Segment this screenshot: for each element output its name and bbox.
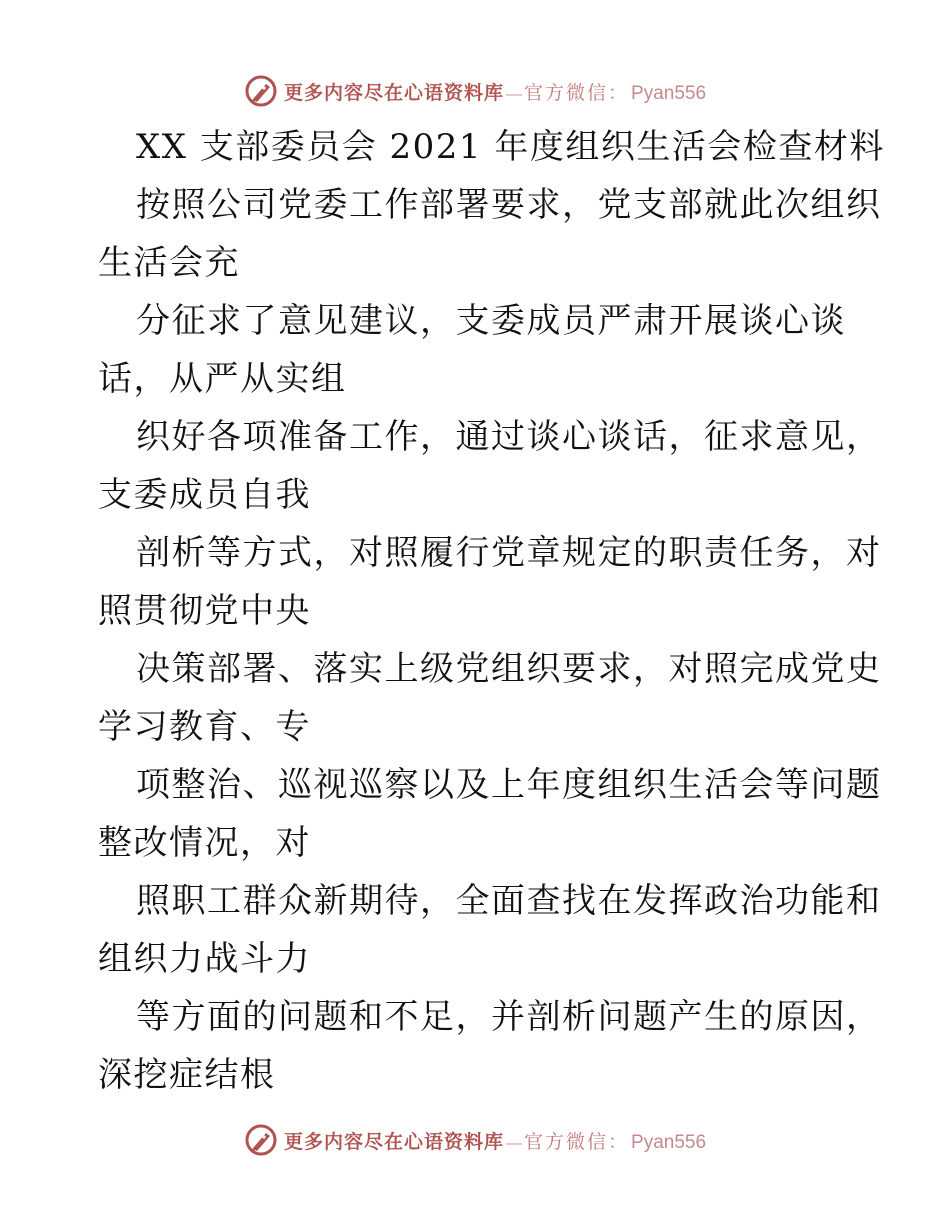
line-indented: 剖析等方式，对照履行党章规定的职责任务，对 xyxy=(136,533,882,573)
line-continuation: 支委成员自我 xyxy=(98,475,311,515)
line-continuation: 整改情况，对 xyxy=(98,823,311,863)
line-continuation: 照贯彻党中央 xyxy=(98,591,311,631)
line-continuation: 话，从严从实组 xyxy=(98,359,347,399)
watermark-colon: ： xyxy=(608,1130,628,1153)
watermark-wechat-id: Pyan556 xyxy=(631,82,707,104)
line-continuation: 学习教育、专 xyxy=(98,707,311,747)
watermark-text xyxy=(284,1127,706,1154)
watermark-dash: — xyxy=(505,1134,522,1152)
watermark-wechat-id: Pyan556 xyxy=(631,1131,707,1153)
line-indented: 织好各项准备工作，通过谈心谈话，征求意见， xyxy=(136,417,882,457)
paragraph-line xyxy=(98,408,882,524)
paragraph-line xyxy=(98,988,882,1104)
paragraph-line xyxy=(98,524,882,640)
pen-nib-logo-icon xyxy=(244,74,278,108)
line-indented: 按照公司党委工作部署要求，党支部就此次组织 xyxy=(136,185,882,225)
watermark-banner-top xyxy=(0,71,950,111)
watermark-main-text: 更多内容尽在心语资料库 xyxy=(283,1130,504,1153)
line-indented: 决策部署、落实上级党组织要求，对照完成党史 xyxy=(136,649,882,689)
paragraph-line xyxy=(98,872,882,988)
document-body xyxy=(98,118,885,1104)
watermark-banner-bottom xyxy=(0,1120,950,1160)
line-indented: 分征求了意见建议，支委成员严肃开展谈心谈 xyxy=(136,301,846,341)
document-title: XX 支部委员会 2021 年度组织生活会检查材料 xyxy=(136,127,885,167)
pen-nib-logo-icon xyxy=(244,1123,278,1157)
watermark-colon: ： xyxy=(608,81,628,104)
watermark-main-text: 更多内容尽在心语资料库 xyxy=(283,81,504,104)
paragraph-line xyxy=(98,292,858,408)
line-continuation: 生活会充 xyxy=(98,243,240,283)
watermark-wechat-label: 官方微信 xyxy=(523,1130,608,1153)
line-continuation: 深挖症结根 xyxy=(98,1055,276,1095)
line-indented: 照职工群众新期待，全面查找在发挥政治功能和 xyxy=(136,881,882,921)
line-indented: 等方面的问题和不足，并剖析问题产生的原因， xyxy=(136,997,882,1037)
watermark-wechat-label: 官方微信 xyxy=(523,81,608,104)
watermark-dash: — xyxy=(505,85,522,103)
paragraph-line xyxy=(98,756,882,872)
paragraph-line xyxy=(98,176,882,292)
line-indented: 项整治、巡视巡察以及上年度组织生活会等问题 xyxy=(136,765,882,805)
paragraph-line xyxy=(98,640,882,756)
line-continuation: 组织力战斗力 xyxy=(98,939,311,979)
watermark-text xyxy=(284,78,706,105)
